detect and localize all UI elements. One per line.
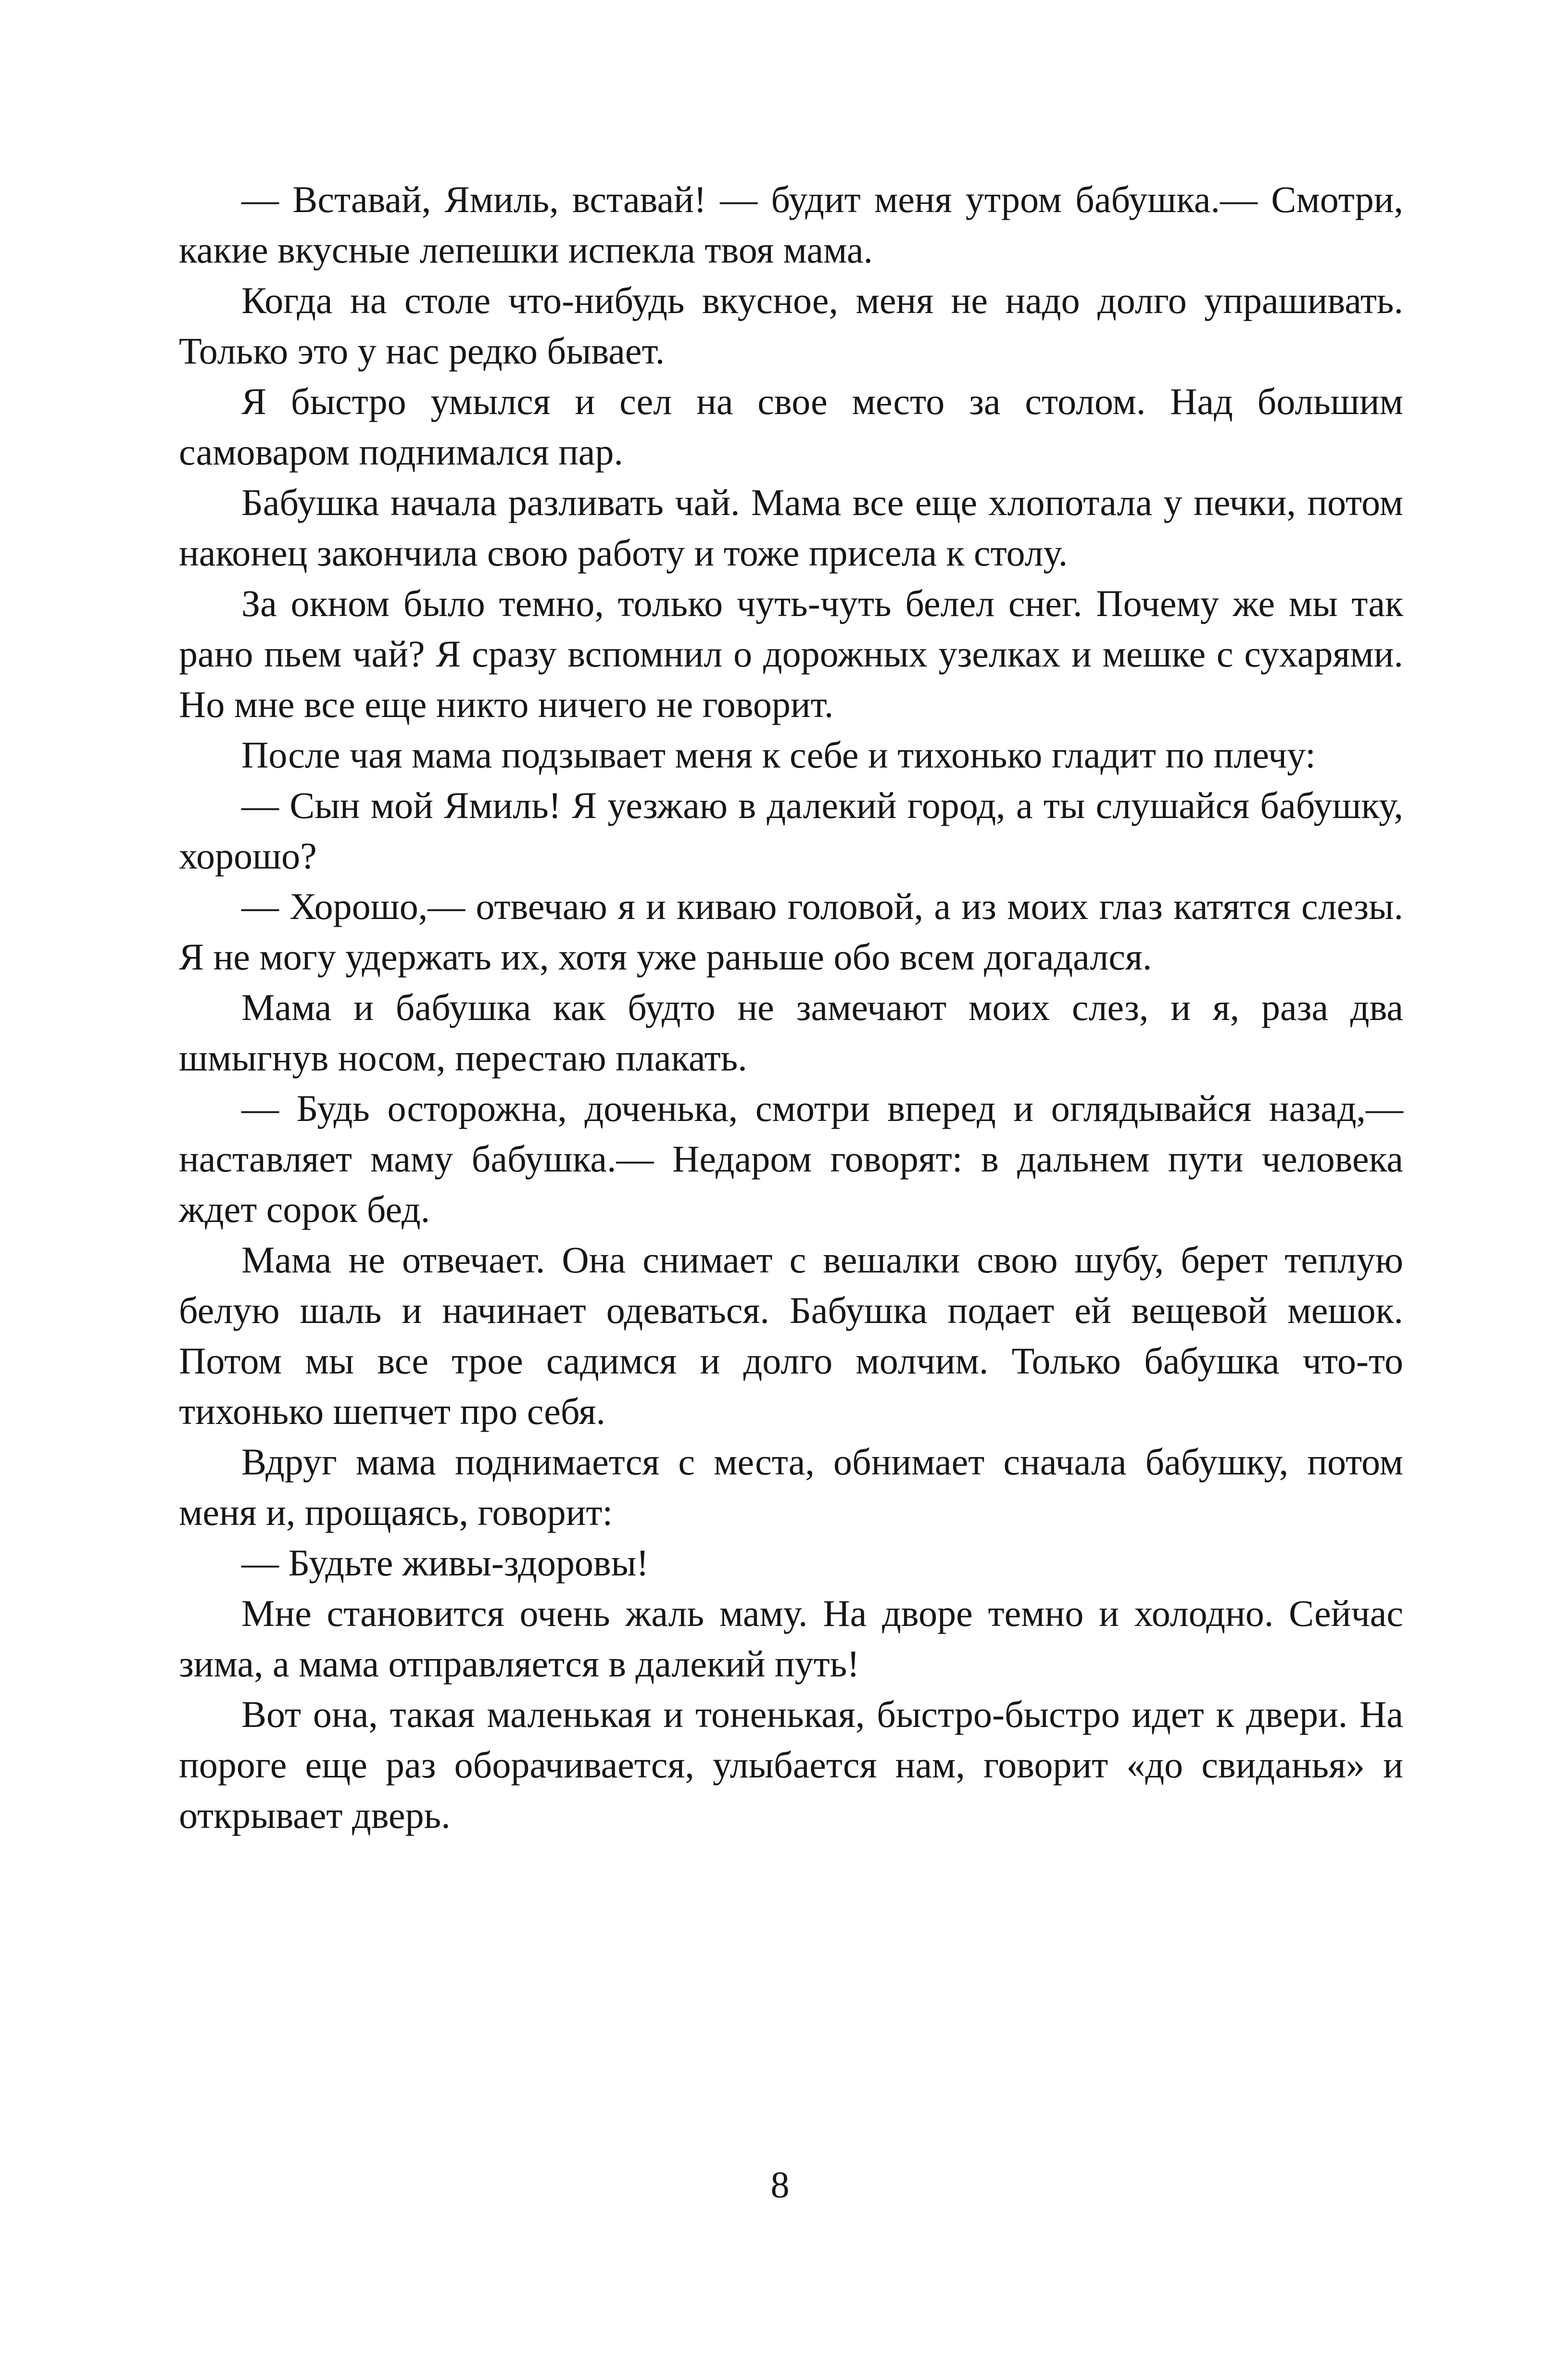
page-number: 8 bbox=[770, 2164, 790, 2205]
paragraph-15: Вот она, такая маленькая и тоненькая, быстро-быстро идет к двери. На пороге еще раз оборачивается, улыбается нам, говорит «до свиданья» и открывает дверь. bbox=[179, 1693, 1403, 1836]
body-text bbox=[179, 174, 1403, 1840]
paragraph-13: — Будьте живы-здоровы! bbox=[241, 1542, 649, 1584]
paragraph-5: За окном было темно, только чуть-чуть белел снег. Почему же мы так рано пьем чай? Я сразу вспомнил о дорожных узелках и мешке с сухарями. Но мне все еще никто ничего не говорит. bbox=[179, 582, 1403, 725]
paragraph-14: Мне становится очень жаль маму. На дворе темно и холодно. Сейчас зима, а мама отправляется в далекий путь! bbox=[179, 1592, 1403, 1685]
paragraph-10: — Будь осторожна, доченька, смотри вперед и оглядывайся назад,— наставляет маму бабушка.— Недаром говорят: в дальнем пути человека ждет сорок бед. bbox=[179, 1087, 1403, 1230]
paragraph-9: Мама и бабушка как будто не замечают моих слез, и я, раза два шмыгнув носом, перестаю плакать. bbox=[179, 986, 1403, 1079]
paragraph-12: Вдруг мама поднимается с места, обнимает сначала бабушку, потом меня и, прощаясь, говорит: bbox=[179, 1441, 1403, 1533]
paragraph-1: — Вставай, Ямиль, вставай! — будит меня утром бабушка.— Смотри, какие вкусные лепешки испекла твоя мама. bbox=[179, 178, 1403, 271]
paragraph-11: Мама не отвечает. Она снимает с вешалки свою шубу, берет теплую белую шаль и начинает одеваться. Бабушка подает ей вещевой мешок. Потом мы все трое садимся и долго молчим. Только бабушка что-то тихонько шепчет про себя. bbox=[179, 1239, 1403, 1432]
paragraph-6: После чая мама подзывает меня к себе и тихонько гладит по плечу: bbox=[241, 734, 1316, 776]
paragraph-2: Когда на столе что-нибудь вкусное, меня не надо долго упрашивать. Только это у нас редко бывает. bbox=[179, 279, 1403, 372]
paragraph-4: Бабушка начала разливать чай. Мама все еще хлопотала у печки, потом наконец закончила свою работу и тоже присела к столу. bbox=[179, 481, 1403, 574]
paragraph-7: — Сын мой Ямиль! Я уезжаю в далекий город, а ты слушайся бабушку, хорошо? bbox=[179, 784, 1403, 877]
paragraph-3: Я быстро умылся и сел на свое место за столом. Над большим самоваром поднимался пар. bbox=[179, 380, 1403, 473]
paragraph-8: — Хорошо,— отвечаю я и киваю головой, а из моих глаз катятся слезы. Я не могу удержать их, хотя уже раньше обо всем догадался. bbox=[179, 885, 1403, 978]
